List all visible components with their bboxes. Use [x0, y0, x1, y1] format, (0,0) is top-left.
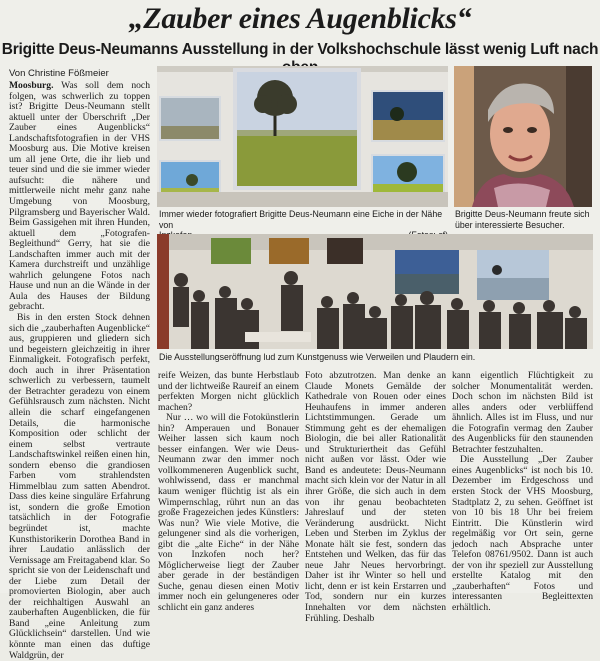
article-column-4 [452, 370, 593, 614]
article-column-1 [9, 80, 150, 661]
photo-artist-portrait-image [454, 66, 592, 207]
photo-artist-portrait [454, 66, 592, 207]
paragraph-6: kann eigentlich Flüchtigkeit zu solcher Monumentalität werden. Doch schon im nächsten Bild ist alles anders oder verblüffend ähnlich. Alles ist im Fluss, und nur die Fotografin vermag den Zauber des Augenblicks für den staunenden Betrachter festzuhalten. [452, 370, 593, 455]
photo-opening-crowd [157, 234, 593, 349]
article-column-3 [305, 370, 446, 624]
photo-opening-caption: Die Ausstellungseröffnung lud zum Kunstgenuss wie Verweilen und Plaudern ein. [159, 352, 476, 362]
paragraph-2: Bis in den ersten Stock dehnen sich die „zauberhaften Augenblicke“ aus, gruppieren und gliedern sich und begeistern gleichzeitig in ihrer Einmaligkeit. Fotografisch perfekt, doch auch in ihrer Präsentation schwerlich zu verbessern, taumelt der Betrachter geradezu von einem Gefühlsrausch zum nächsten. Nicht allein die scharf eingefangenen Details, die harmonische Komposition oder schlicht der einem selbst vertraute Landschaftswinkel reißen einen hin, sondern ebenso die grandiosen Farben vom strahlendsten Himmelblau zum satten Abendrot. Dass dies keine singuläre Erfahrung ist, sondern die große Emotion tatsächlich in der Fotografie begründet ist, machte Kunsthistorikerin Dorothea Band in ihrer Laudatio anlässlich der Vernissage am Freitagabend klar. So spricht sie von der Leidenschaft und der Liebe zum Detail der promovierten Biologin, aber auch der reichhaltigen Auswahl an zauberhaften Augenblicken, die für Band „eine Anleitung zum Glücklichsein“ darstellen. Und wie könnte man einen das duftige Waldgrün, der [9, 312, 150, 661]
paragraph-7: Die Ausstellung „Der Zauber eines Augenblicks“ ist noch bis 10. Dezember im Erdgeschoss und ersten Stock der VHS Moosburg, Stadtplatz 2, zu sehen. Geöffnet ist von 10 bis 18 Uhr bei freiem Eintritt. Die Künstlerin wird regelmäßig vor Ort sein, gerne jedoch nach Absprache unter Telefon 08761/9502. Dann ist auch der von ihr speziell zur Ausstellung erstellte Katalog mit den „zauberhaften“ Fotos und interessanten Begleittexten erhältlich. [452, 454, 593, 614]
paragraph-3: reife Weizen, das bunte Herbstlaub und der lichtweiße Raureif an einem perfekten Morgen nicht glücklich machen? [158, 370, 299, 413]
paragraph-1: Was soll dem noch folgen, was schwerlich zu toppen ist? Brigitte Deus-Neumann stellt aktuell unter der Überschrift „Der Zauber eines Augenblicks“ Landschaftsfotografien in der VHS Moosburg aus. Die Motive kreisen um all jene Orte, die ihr lieb und teuer sind und die sie immer wieder aufsucht: die nähere und mittlerweile nicht mehr ganz nahe Umgebung von Moosburg, Pilgramsberg und Bayerischer Wald. Beim Gassigehen mit ihren Hunden, aktuell dem „Fotografen-Begleithund“ Gerry, hat sie die Landschaften immer auch mit der Kamera durchstreift und unzählige wahrlich gelungene Fotos nach Hause und nun an die Wände in der Aula des Hauses der Bildung gebracht. [9, 80, 150, 313]
headline: „Zauber eines Augenblicks“ [128, 2, 472, 35]
caption-line-2: über interessierte Besucher. [455, 219, 565, 230]
subheadline: Brigitte Deus-Neumanns Ausstellung in der Volkshochschule lässt wenig Luft nach [1, 41, 599, 58]
byline: Von Christine Fößmeier [9, 68, 109, 79]
dateline: Moosburg. [9, 80, 54, 91]
paragraph-5: Foto abzutrotzen. Man denke an Claude Monets Gemälde der Kathedrale von Rouen oder eines Heuhaufens in immer anderen Lichtstimmungen. Gerade um Stimmung geht es der ehemaligen Biologin, die bei aller Rationalität und Strukturiertheit das Gefühl nicht außen vor lässt. Oder wie Band es andeutete: Deus-Neumann macht sich klein vor der Natur in all ihrer Größe, die sich auch in dem von ihr genau beobachteten Jahreslauf und der steten Veränderung ausdrückt. Nicht Leben und Sterben im Zyklus der Monate hält sie fest, sondern das Entstehen und Welken, das für das neue Jahr Neues hervorbringt. Daher ist ihr Winter so hell und licht, denn er ist kein Erstarren und Tod, sondern nur ein kurzes Innehalten vor dem nächsten Frühling. Deshalb [305, 370, 446, 624]
paragraph-4: Nur … wo will die Fotokünstlerin hin? Amperauen und Bonauer Weiher lassen sich kaum noch besser einfangen. Wer wie Deus-Neumann zwar den immer noch vollkommeneren Augenblick sucht, wohlwissend, dass er manchmal kaum weniger flüchtig ist als ein Wimpernschlag, rührt nun an das große Fragezeichen jedes Künstlers: Was nun? Wie viele Motive, die gelungener sind als die vorherigen, gibt die „alte Eiche“ in der Nähe von Inzkofen noch her? Möglicherweise liegt der Zauber aber gerade in der beständigen Suche, genau diesen einen Motiv immer noch ein gelungeneres oder schlicht ein ganz anderes [158, 412, 299, 614]
photo-artist-caption [455, 209, 595, 230]
caption-line-1: Immer wieder fotografiert Brigitte Deus-Neumann eine Eiche in der Nähe von [159, 209, 443, 230]
article-column-2 [158, 370, 299, 614]
caption-line-1: Brigitte Deus-Neumann freute sich [455, 209, 590, 219]
photo-opening-crowd-image [157, 234, 593, 349]
photo-oak-gallery [157, 66, 448, 207]
photo-oak-gallery-image [157, 66, 448, 207]
